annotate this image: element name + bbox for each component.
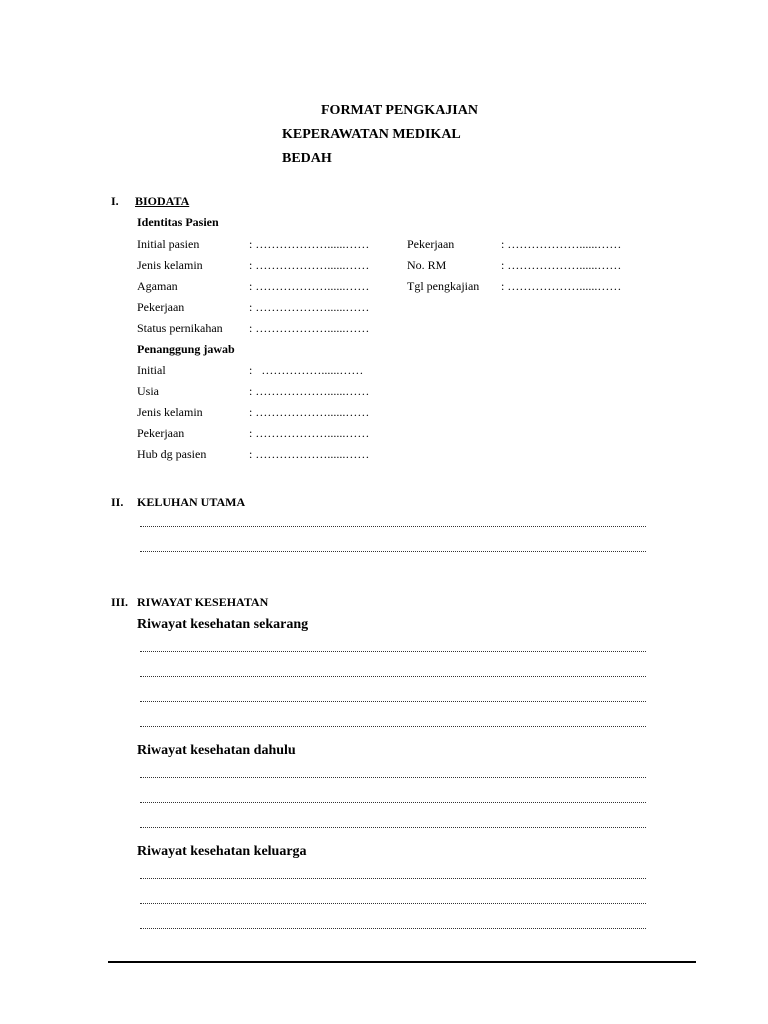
riwayat-keluarga-fill-line[interactable] xyxy=(140,903,646,904)
title-line-2: KEPERAWATAN MEDIKAL xyxy=(282,127,461,142)
section-2-heading: KELUHAN UTAMA xyxy=(137,495,246,509)
field-label: No. RM xyxy=(407,258,447,272)
section-3-number: III. xyxy=(111,595,129,609)
field-label: Jenis kelamin xyxy=(137,405,203,419)
field-value[interactable]: : ………………......…… xyxy=(501,279,622,293)
field-label: Tgl pengkajian xyxy=(407,279,480,293)
riwayat-sekarang-fill-line[interactable] xyxy=(140,726,646,727)
title-line-1: FORMAT PENGKAJIAN xyxy=(321,103,478,118)
riwayat-dahulu-fill-line[interactable] xyxy=(140,802,646,803)
riwayat-sekarang-fill-line[interactable] xyxy=(140,676,646,677)
field-value[interactable]: : ………………......…… xyxy=(249,300,370,314)
field-label: Hub dg pasien xyxy=(137,447,207,461)
riwayat-dahulu-fill-line[interactable] xyxy=(140,827,646,828)
riwayat-sekarang-fill-line[interactable] xyxy=(140,701,646,702)
keluhan-fill-line[interactable] xyxy=(140,526,646,527)
section-2-number: II. xyxy=(111,495,124,509)
field-label: Initial pasien xyxy=(137,237,200,251)
section-1-heading: BIODATA xyxy=(135,194,190,208)
riwayat-sekarang-fill-line[interactable] xyxy=(140,651,646,652)
title-line-3: BEDAH xyxy=(282,151,332,166)
field-value[interactable]: : ………………......…… xyxy=(249,258,370,272)
field-label: Jenis kelamin xyxy=(137,258,203,272)
field-value[interactable]: : ………………......…… xyxy=(249,405,370,419)
field-label: Status pernikahan xyxy=(137,321,223,335)
field-value[interactable]: : ………………......…… xyxy=(249,279,370,293)
identitas-pasien-heading: Identitas Pasien xyxy=(137,215,219,229)
field-label: Pekerjaan xyxy=(137,426,185,440)
penanggung-jawab-heading: Penanggung jawab xyxy=(137,342,235,356)
keluhan-fill-line[interactable] xyxy=(140,551,646,552)
section-3-heading: RIWAYAT KESEHATAN xyxy=(137,595,269,609)
field-label: Pekerjaan xyxy=(137,300,185,314)
field-value[interactable]: : ………………......…… xyxy=(249,426,370,440)
field-value[interactable]: : ………………......…… xyxy=(249,321,370,335)
field-value[interactable]: : ………………......…… xyxy=(249,237,370,251)
field-value[interactable]: : ………………......…… xyxy=(249,384,370,398)
field-value[interactable]: : ……………......…… xyxy=(249,363,364,377)
section-1-number: I. xyxy=(111,194,119,208)
riwayat-keluarga-heading: Riwayat kesehatan keluarga xyxy=(137,844,307,859)
field-value[interactable]: : ………………......…… xyxy=(501,258,622,272)
field-value[interactable]: : ………………......…… xyxy=(501,237,622,251)
field-value[interactable]: : ………………......…… xyxy=(249,447,370,461)
riwayat-dahulu-heading: Riwayat kesehatan dahulu xyxy=(137,743,296,758)
riwayat-sekarang-heading: Riwayat kesehatan sekarang xyxy=(137,617,309,632)
field-label: Initial xyxy=(137,363,166,377)
field-label: Pekerjaan xyxy=(407,237,455,251)
riwayat-keluarga-fill-line[interactable] xyxy=(140,928,646,929)
page-bottom-rule xyxy=(108,961,696,963)
field-label: Usia xyxy=(137,384,159,398)
riwayat-keluarga-fill-line[interactable] xyxy=(140,878,646,879)
riwayat-dahulu-fill-line[interactable] xyxy=(140,777,646,778)
field-label: Agaman xyxy=(137,279,178,293)
